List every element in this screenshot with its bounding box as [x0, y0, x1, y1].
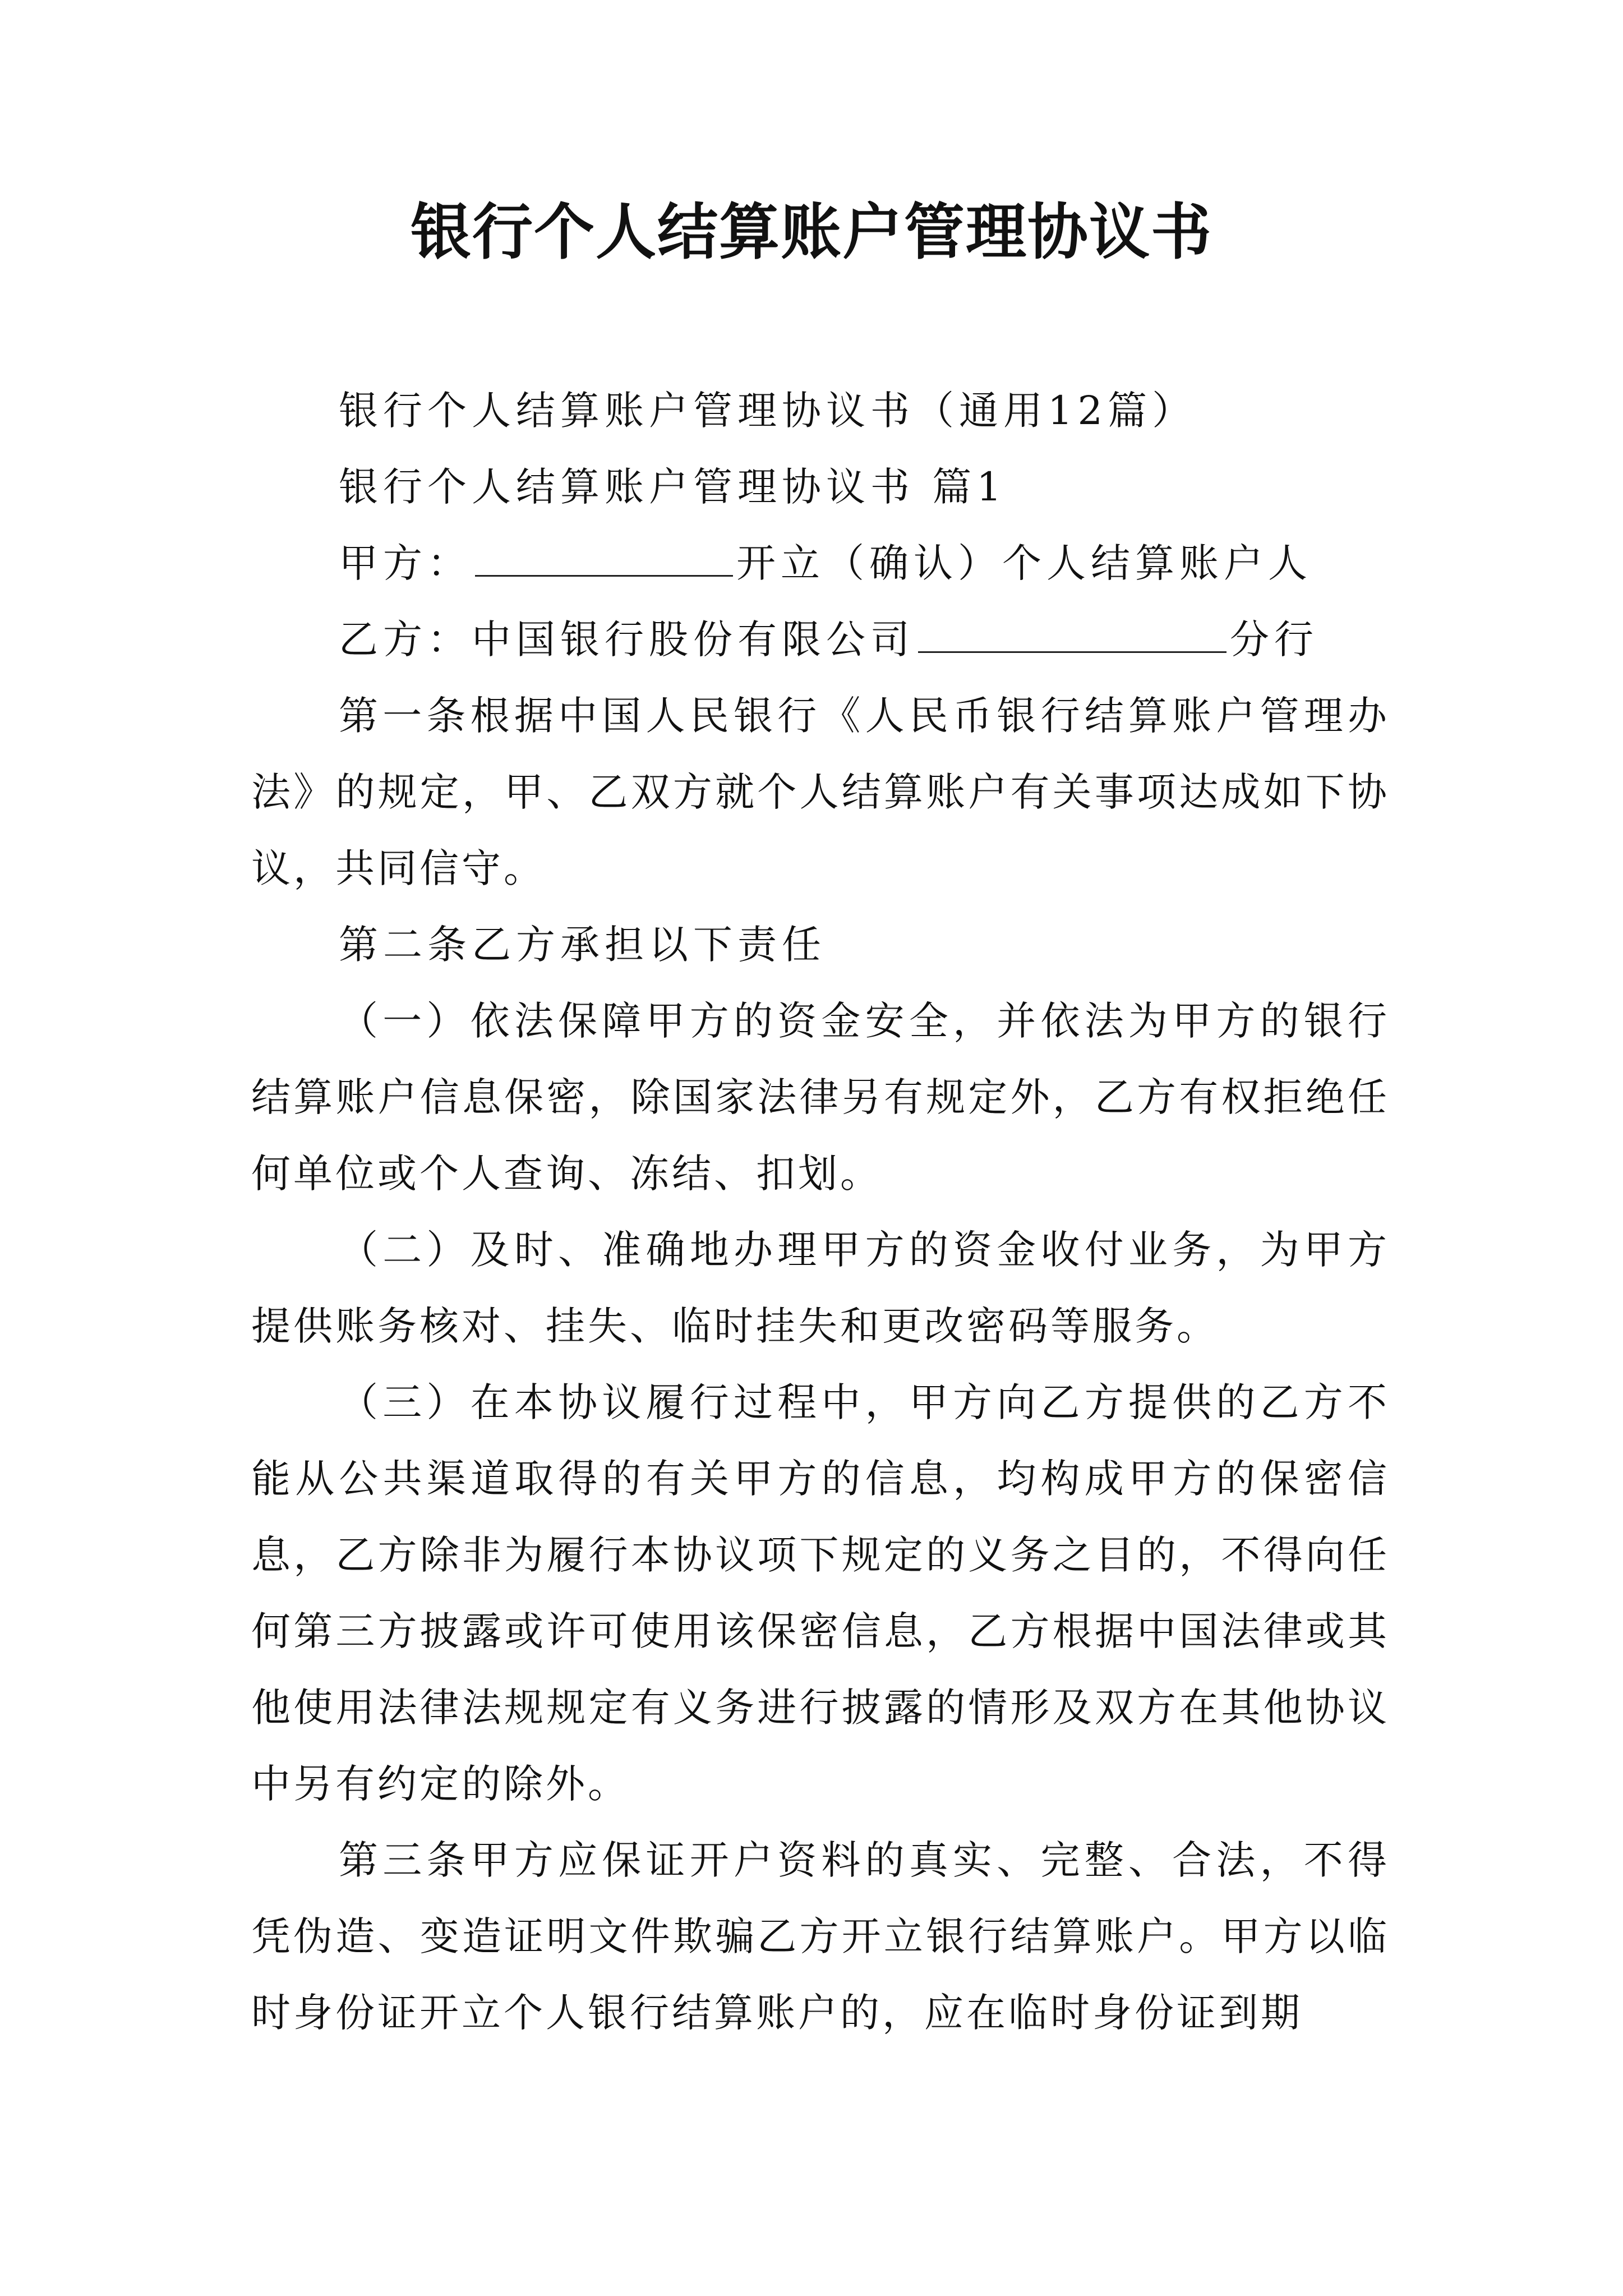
article-2-heading: 第二条乙方承担以下责任	[339, 922, 826, 968]
article-2-item-2: （二）及时、准确地办理甲方的资金收付业务，为甲方提供账务核对、挂失、临时挂失和更改密码等服务。	[251, 1227, 1390, 1349]
party-a-suffix: 开立（确认）个人结算账户人	[736, 540, 1312, 586]
party-b-suffix: 分行	[1230, 616, 1318, 662]
article-1-paragraph: 第一条根据中国人民银行《人民币银行结算账户管理办法》的规定，甲、乙双方就个人结算账户有关事项达成如下协议，共同信守。	[251, 693, 1390, 891]
party-a-blank	[475, 542, 733, 577]
section-heading: 银行个人结算账户管理协议书 篇1	[339, 464, 1007, 510]
party-b-blank	[918, 619, 1227, 653]
party-b-label: 乙方：中国银行股份有限公司	[339, 616, 915, 662]
party-b-line	[251, 601, 1390, 678]
subtitle-paragraph: 银行个人结算账户管理协议书（通用12篇）	[339, 388, 1197, 434]
article-2-item-1: （一）依法保障甲方的资金安全，并依法为甲方的银行结算账户信息保密，除国家法律另有规定外，乙方有权拒绝任何单位或个人查询、冻结、扣划。	[251, 998, 1390, 1197]
article-2-item-3: （三）在本协议履行过程中，甲方向乙方提供的乙方不能从公共渠道取得的有关甲方的信息，均构成甲方的保密信息，乙方除非为履行本协议项下规定的义务之目的，不得向任何第三方披露或许可使用该保密信息，乙方根据中国法律或其他使用法律法规规定有义务进行披露的情形及双方在其他协议中另有约定的除外。	[251, 1379, 1390, 1807]
article-3-paragraph: 第三条甲方应保证开户资料的真实、完整、合法，不得凭伪造、变造证明文件欺骗乙方开立银行结算账户。甲方以临时身份证开立个人银行结算账户的，应在临时身份证到期	[251, 1837, 1390, 2036]
document-title: 银行个人结算账户管理协议书	[410, 197, 1212, 268]
document-body	[251, 372, 1390, 2051]
party-a-line	[251, 525, 1390, 601]
party-a-label: 甲方：	[339, 540, 472, 586]
